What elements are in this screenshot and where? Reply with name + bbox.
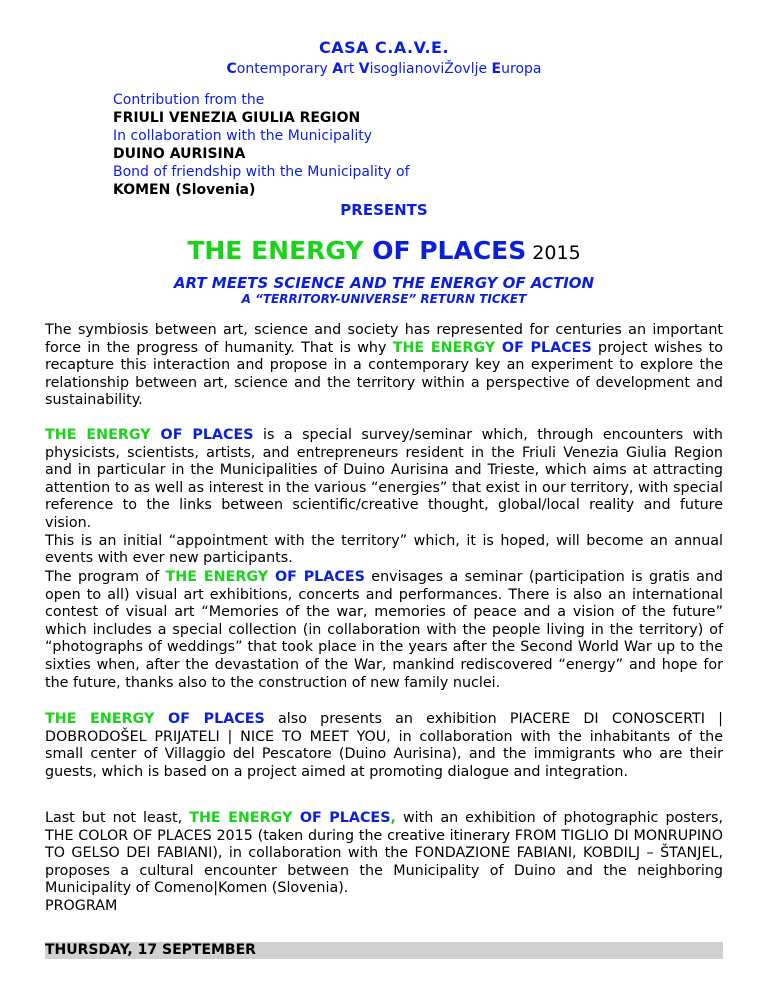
paragraph-text: This is an initial “appointment with the territory” which, it is hoped, will become an annual events with ever new participants.: [45, 532, 723, 567]
paragraph-text: envisages a seminar (participation is gratis and open to all) visual art exhibitions, concerts and performances. There is also an international contest of visual art “Memories of the war, memories of peace and a vision of the future” which includes a special collection (in collaboration with the people living in the territory) of “photographs of weddings” that took place in the years after the Second World War up to the sixties when, after the devastation of the War, mankind rediscovered “energy” and hope for the future, thanks also to the construction of new family nuclei.: [45, 569, 723, 691]
paragraph-text: project wishes to recapture this interaction and propose in a contemporary key an experiment to explore the relationship between art, science and the territory within a perspective of development and sustainability.: [45, 339, 723, 409]
highlight-energy: THE ENERGY: [45, 711, 155, 727]
acronym-letter: V: [358, 61, 370, 77]
friendship-line: Bond of friendship with the Municipality of: [113, 164, 410, 180]
title-year: 2015: [526, 242, 581, 264]
highlight-places: OF PLACES: [292, 810, 391, 826]
paragraph-text: is a special survey/seminar which, through encounters with physicists, scientists, artists, and entrepreneurs resident in the Friuli Venezia Giulia Region and in particular in the Municipalities of Duino Aurisina and Trieste, which aims at attracting attention to as well as interest in the various “energies” that exist in our territory, with special reference to the links between scientific/creative thought, global/local reality and future vision.: [45, 427, 723, 531]
paragraph-survey: [45, 427, 723, 568]
highlight-energy: THE ENERGY: [45, 427, 151, 443]
acronym-rest: uropa: [501, 61, 542, 77]
tagline-primary: ART MEETS SCIENCE AND THE ENERGY OF ACTION: [173, 274, 595, 292]
program-label: PROGRAM: [45, 897, 118, 914]
acronym-rest: rt: [343, 61, 359, 77]
paragraph-intro: [45, 322, 723, 410]
highlight-places: OF PLACES: [495, 339, 592, 356]
organization-header: [0, 38, 768, 77]
program-day-heading: THURSDAY, 17 SEPTEMBER: [45, 942, 723, 959]
highlight-places: OF PLACES: [154, 711, 265, 727]
contribution-line: Contribution from the: [113, 92, 265, 108]
highlight-energy: THE ENERGY: [189, 810, 293, 826]
paragraph-text: The program of: [45, 569, 166, 585]
highlight-places: OF PLACES: [150, 427, 254, 443]
highlight-comma: ,: [390, 810, 396, 826]
paragraph-text: The symbiosis between art, science and society has represented for centuries an important force in the progress of humanity. That is why: [45, 322, 723, 356]
municipality-name: DUINO AURISINA: [113, 146, 246, 162]
paragraph-text: Last but not least,: [45, 810, 190, 826]
acronym-letter: C: [226, 61, 237, 77]
main-title: [0, 236, 768, 265]
collaboration-line: In collaboration with the Municipality: [113, 128, 373, 144]
highlight-energy: THE ENERGY: [165, 569, 269, 585]
highlight-energy: THE ENERGY: [392, 339, 496, 356]
paragraph-closing: [45, 810, 723, 916]
org-subtitle: [0, 61, 768, 77]
acronym-letter: E: [491, 61, 502, 77]
paragraph-exhibition: [45, 711, 723, 781]
tagline-secondary: A “TERRITORY-UNIVERSE” RETURN TICKET: [241, 292, 527, 306]
highlight-places: OF PLACES: [268, 569, 365, 585]
acronym-letter: A: [332, 61, 344, 77]
contribution-block: [113, 91, 410, 199]
title-energy: THE ENERGY: [187, 236, 364, 265]
title-places: OF PLACES: [363, 236, 527, 265]
org-title: CASA C.A.V.E.: [318, 38, 450, 57]
paragraph-program: [45, 569, 723, 692]
partner-municipality: KOMEN (Slovenia): [113, 182, 256, 198]
acronym-rest: ontemporary: [236, 61, 333, 77]
paragraph-text: also presents an exhibition PIACERE DI CONOSCERTI | DOBRODOŠEL PRIJATELI | NICE TO MEET YOU, in collaboration with the inhabitants of the small center of Villaggio del Pescatore (Duino Aurisina), and the immigrants who are their guests, which is based on a project aimed at promoting dialogue and integration.: [45, 711, 723, 780]
region-name: FRIULI VENEZIA GIULIA REGION: [113, 110, 361, 126]
presents-label: PRESENTS: [340, 201, 428, 219]
acronym-rest: isoglianoviŽovlje: [369, 61, 492, 77]
paragraph-text: with an exhibition of photographic posters, THE COLOR OF PLACES 2015 (taken during the creative itinerary FROM TIGLIO DI MONRUPINO TO GELSO DEI FABIANI), in collaboration with the FONDAZIONE FABIANI, KOBDILJ – ŠTANJEL, proposes a cultural encounter between the Municipality of Duino and the neighboring Municipality of Comeno|Komen (Slovenia).: [45, 810, 723, 897]
